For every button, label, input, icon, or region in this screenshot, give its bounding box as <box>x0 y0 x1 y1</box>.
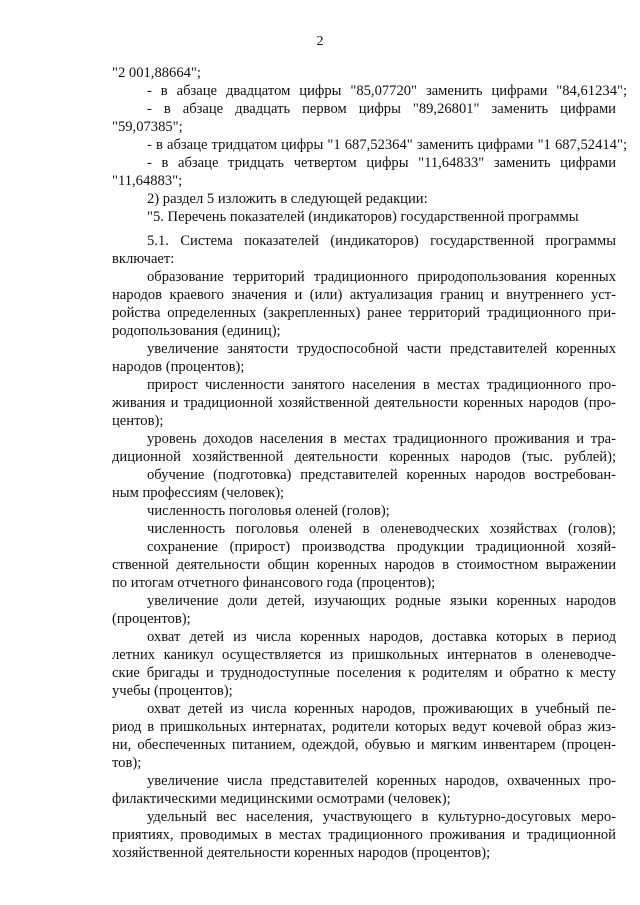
page-number: 2 <box>316 34 324 49</box>
text-line: "59,07385"; <box>112 119 183 135</box>
text-line: - в абзаце тридцатом цифры "1 687,52364" заменить цифрами "1 687,52414"; <box>147 137 627 153</box>
text-line: риод в пришкольных интернатах, родители которых ведут кочевой образ жиз- <box>112 719 616 735</box>
text-line: уровень доходов населения в местах традиционного проживания и тра- <box>147 431 616 447</box>
text-line: ские бригады и труднодоступные поселения к родителям и обратно к месту <box>112 665 616 681</box>
text-line: увеличение доли детей, изучающих родные языки коренных народов <box>147 593 616 609</box>
text-line: обучение (подготовка) представителей коренных народов востребован- <box>147 467 616 483</box>
text-line: хозяйственной деятельности коренных народов (процентов); <box>112 845 491 861</box>
text-line: удельный вес населения, участвующего в культурно-досуговых меро- <box>147 809 616 825</box>
text-line: ройства определенных (закрепленных) ранее территорий традиционного при- <box>112 305 616 321</box>
text-line: 5.1. Система показателей (индикаторов) государственной программы <box>147 233 616 249</box>
text-line: тов); <box>112 755 142 771</box>
text-line: охват детей из числа коренных народов, проживающих в учебный пе- <box>147 701 616 717</box>
text-line: по итогам отчетного финансового года (процентов); <box>112 575 436 591</box>
text-line: ни, обеспеченных питанием, одеждой, обувью и мягким инвентарем (процен- <box>112 737 616 753</box>
text-line: - в абзаце двадцать первом цифры "89,26801" заменить цифрами <box>147 101 616 117</box>
text-line: 2) раздел 5 изложить в следующей редакции: <box>147 191 428 207</box>
text-line: живания и традиционной хозяйственной деятельности коренных народов (про- <box>112 395 616 411</box>
text-line: центов); <box>112 413 164 429</box>
text-line: (процентов); <box>112 611 191 627</box>
text-line: приятиях, проводимых в местах традиционного проживания и традиционной <box>112 827 616 843</box>
text-line: - в абзаце двадцатом цифры "85,07720" заменить цифрами "84,61234"; <box>147 83 627 99</box>
text-line: сохранение (прирост) производства продукции традиционной хозяй- <box>147 539 616 555</box>
text-line: образование территорий традиционного природопользования коренных <box>147 269 616 285</box>
text-line: диционной хозяйственной деятельности коренных народов (тыс. рублей); <box>112 449 616 465</box>
text-line: учебы (процентов); <box>112 683 233 699</box>
text-line: охват детей из числа коренных народов, доставка которых в период <box>147 629 616 645</box>
text-line: "2 001,88664"; <box>112 65 201 81</box>
text-line: ным профессиям (человек); <box>112 485 285 501</box>
text-line: народов (процентов); <box>112 359 245 375</box>
text-line: филактическими медицинскими осмотрами (человек); <box>112 791 451 807</box>
text-line: численность поголовья оленей в оленеводческих хозяйствах (голов); <box>147 521 616 537</box>
text-line: - в абзаце тридцать четвертом цифры "11,64833" заменить цифрами <box>147 155 616 171</box>
text-line: прирост численности занятого населения в местах традиционного про- <box>147 377 616 393</box>
text-line: увеличение числа представителей коренных народов, охваченных про- <box>147 773 616 789</box>
text-line: численность поголовья оленей (голов); <box>147 503 390 519</box>
text-line: народов краевого значения и (или) актуализация границ и внутреннего уст- <box>112 287 616 303</box>
text-line: родопользования (единиц); <box>112 323 281 339</box>
text-line: летних каникул осуществляется из пришкольных интернатов в оленеводче- <box>112 647 616 663</box>
text-line: ственной деятельности общин коренных народов в стоимостном выражении <box>112 557 616 573</box>
text-line: увеличение занятости трудоспособной части представителей коренных <box>147 341 616 357</box>
text-line: "5. Перечень показателей (индикаторов) государственной программы <box>147 209 579 225</box>
text-line: включает: <box>112 251 175 267</box>
text-line: "11,64883"; <box>112 173 183 189</box>
